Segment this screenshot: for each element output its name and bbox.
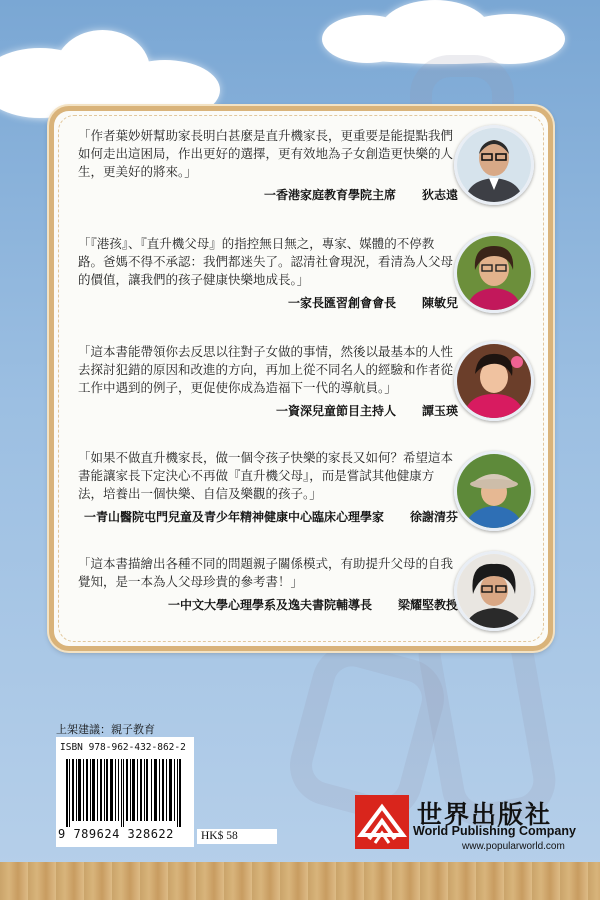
author-photo-5 bbox=[454, 551, 534, 631]
price-tag: HK$ 58 bbox=[197, 829, 277, 844]
review-1 bbox=[78, 127, 458, 203]
author-name: 梁耀堅教授 bbox=[397, 598, 458, 612]
shelf-category: 上架建議：親子教育 bbox=[56, 723, 155, 736]
review-quote: 「這本書描繪出各種不同的問題親子關係模式，有助提升父母的自我覺知，是一本為人父母珍貴的參考書！」 bbox=[78, 556, 454, 589]
author-name: 譚玉瑛 bbox=[421, 404, 458, 418]
review-author bbox=[78, 508, 458, 525]
review-quote: 「作者葉妙妍幫助家長明白甚麼是直升機家長，更重要是能提點我們如何走出這困局，作出更好的選擇，更有效地為子女創造更快樂的人生，更美好的將來。」 bbox=[78, 128, 454, 179]
author-name: 陳敏兒 bbox=[421, 296, 458, 310]
barcode bbox=[56, 737, 194, 847]
author-title: 一青山醫院屯門兒童及青少年精神健康中心臨床心理學家 bbox=[83, 510, 384, 524]
review-quote: 「如果不做直升機家長，做一個令孩子快樂的家長又如何？希望這本書能讓家長下定決心不再做『直升機父母』，而是嘗試其他健康方法，培養出一個快樂、自信及樂觀的孩子。」 bbox=[78, 450, 454, 501]
author-title: 一資深兒童節目主持人 bbox=[275, 404, 396, 418]
author-photo-2 bbox=[454, 233, 534, 313]
publisher-name-english: World Publishing Company bbox=[413, 824, 576, 838]
review-3 bbox=[78, 343, 458, 419]
review-quote: 「『港孩』、『直升機父母』的指控無日無之，專家、媒體的不停教路。爸媽不得不承認：我們都迷失了。認清社會現況，看清為人父母的價值，讓我們的孩子健康快樂地成長。」 bbox=[78, 236, 454, 287]
review-2 bbox=[78, 235, 458, 311]
publisher-name-chinese: 世界出版社 bbox=[417, 800, 553, 829]
publisher-logo-icon bbox=[355, 795, 409, 849]
review-author bbox=[78, 294, 458, 311]
review-author bbox=[78, 402, 458, 419]
review-4 bbox=[78, 449, 458, 525]
author-photo-4 bbox=[454, 451, 534, 531]
barcode-bars bbox=[66, 759, 186, 827]
wooden-floor-strip bbox=[0, 862, 600, 900]
author-title: 一香港家庭教育學院主席 bbox=[263, 188, 396, 202]
author-title: 一中文大學心理學系及逸夫書院輔導長 bbox=[167, 598, 372, 612]
author-name: 狄志遠 bbox=[421, 188, 458, 202]
author-name: 徐謝清芬 bbox=[409, 510, 458, 524]
endorsement-panel bbox=[49, 106, 553, 651]
isbn-number: ISBN 978-962-432-862-2 bbox=[60, 742, 186, 753]
ean-number: 9 789624 328622 bbox=[58, 827, 174, 841]
review-author bbox=[78, 596, 458, 613]
review-5 bbox=[78, 555, 458, 613]
author-title: 一家長匯習創會會長 bbox=[287, 296, 396, 310]
author-photo-1 bbox=[454, 125, 534, 205]
review-quote: 「這本書能帶領你去反思以往對子女做的事情，然後以最基本的人性去探討犯錯的原因和改進的方向，再加上從不同名人的經驗和作者從工作中遇到的例子，更促使你成為造福下一代的導航員。」 bbox=[78, 344, 454, 395]
author-photo-3 bbox=[454, 341, 534, 421]
review-author bbox=[78, 186, 458, 203]
publisher-website: www.popularworld.com bbox=[462, 841, 565, 852]
